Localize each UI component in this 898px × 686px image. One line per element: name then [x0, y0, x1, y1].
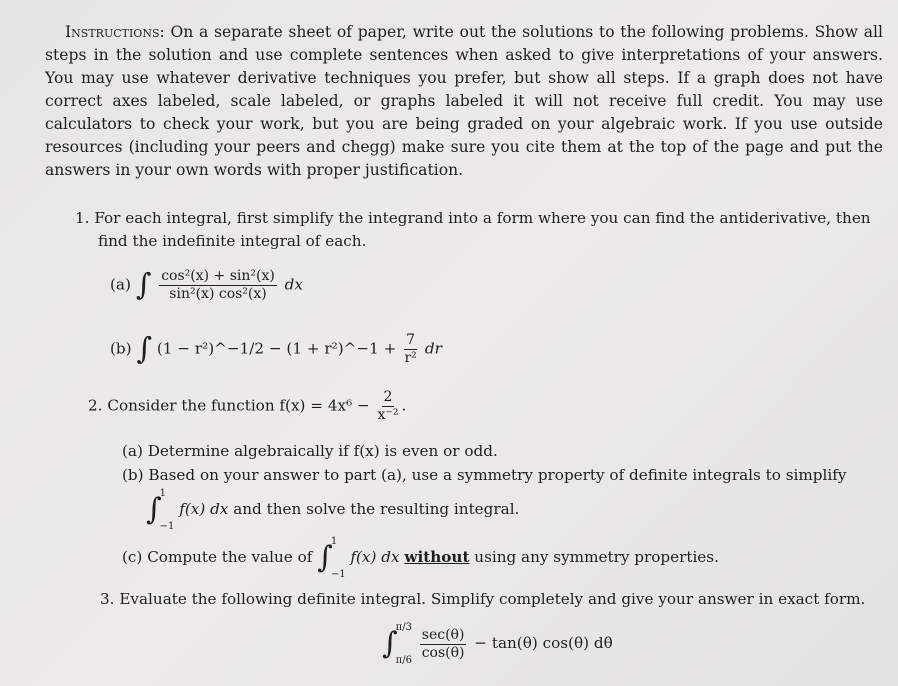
part-text: using any symmetry properties. [474, 548, 719, 566]
integral-sign: ∫ [382, 626, 398, 661]
upper-limit: 1 [330, 536, 338, 547]
problem-2b-line2 [146, 488, 519, 532]
numerator: 2 [383, 389, 393, 405]
part-text: Compute the value of [147, 548, 313, 566]
numerator: sec(θ) [421, 626, 465, 643]
denominator: sin²(x) cos²(x) [169, 286, 267, 302]
problem-1b [110, 332, 442, 367]
integrand: f(x) dx [350, 548, 400, 566]
part-label: (a) [122, 442, 143, 460]
problem-number: 1. [75, 209, 90, 227]
differential: dx [284, 275, 303, 294]
integral-sign: ∫ [135, 267, 152, 303]
lower-limit: −1 [159, 521, 175, 532]
upper-limit: 1 [159, 488, 167, 499]
integral-sign: ∫ [146, 492, 162, 527]
denominator: x⁻² [377, 407, 399, 423]
lower-limit: −1 [330, 569, 346, 580]
integral-sign: ∫ [317, 540, 333, 575]
fraction [420, 627, 467, 662]
part-text: Determine algebraically if f(x) is even or odd. [147, 442, 498, 460]
fraction [404, 332, 417, 367]
numerator: 7 [406, 332, 416, 348]
lower-limit: π/6 [395, 655, 412, 666]
denominator: r² [404, 350, 417, 366]
part-label: (b) [122, 466, 144, 484]
problem-text: Consider the function f(x) = 4x⁶ − [107, 396, 370, 415]
part-text: and then solve the resulting integral. [233, 500, 520, 518]
integral-limits [331, 536, 346, 580]
problem-1-line2: find the indefinite integral of each. [98, 232, 367, 250]
integrand-rest: − tan(θ) cos(θ) dθ [474, 634, 613, 652]
problem-1 [75, 209, 871, 227]
problem-number: 3. [100, 590, 115, 608]
problem-3 [100, 590, 865, 608]
differential: dr [424, 339, 442, 358]
integral-sign: ∫ [136, 331, 153, 367]
integral-limits [160, 488, 175, 532]
integrand: f(x) dx [179, 500, 229, 518]
instructions-lead: Instructions: [65, 23, 165, 41]
problem-2b [122, 466, 846, 484]
part-text: Based on your answer to part (a), use a symmetry property of definite integrals to simplify [148, 466, 847, 484]
part-label: (c) [122, 548, 143, 566]
instructions-text: On a separate sheet of paper, write out the solutions to the following problems. Show all steps in the solution and use complete sentences when asked to give interpretations of your answers. You may use whatever derivative techniques you prefer, but show all steps. If a graph does not have correct axes labeled, scale labeled, or graphs labeled it will not receive full credit. You may use calculators to check your work, but you are being graded on your algebraic work. If you use outside resources (including your peers and chegg) make sure you cite them at the top of the page and put the answers in your own words with proper justification. [45, 23, 883, 179]
problem-2c [122, 536, 719, 580]
problem-2: 2. Consider the function f(x) = 4x⁶ − $\frac{2}{\text{x⁻²}}$ . [88, 389, 407, 423]
emphasis: without [404, 548, 470, 566]
integral-limits [396, 622, 412, 666]
instructions [45, 21, 883, 182]
problem-2a [122, 442, 498, 460]
fraction [159, 268, 277, 303]
numerator: cos²(x) + sin²(x) [161, 268, 275, 284]
problem-text: For each integral, first simplify the integrand into a form where you can find the antiderivative, then [94, 209, 871, 227]
problem-text: Evaluate the following definite integral. Simplify completely and give your answer in exact form. [119, 590, 866, 608]
problem-1a [110, 268, 303, 303]
problem-3-integral [382, 622, 613, 666]
upper-limit: π/3 [395, 622, 412, 633]
part-label: (b) [110, 339, 132, 358]
problem-number: 2. [88, 396, 103, 415]
denominator: cos(θ) [421, 644, 465, 661]
fraction [378, 389, 399, 424]
integrand: (1 − r²)^−1/2 − (1 + r²)^−1 + [156, 339, 402, 358]
part-label: (a) [110, 275, 131, 294]
